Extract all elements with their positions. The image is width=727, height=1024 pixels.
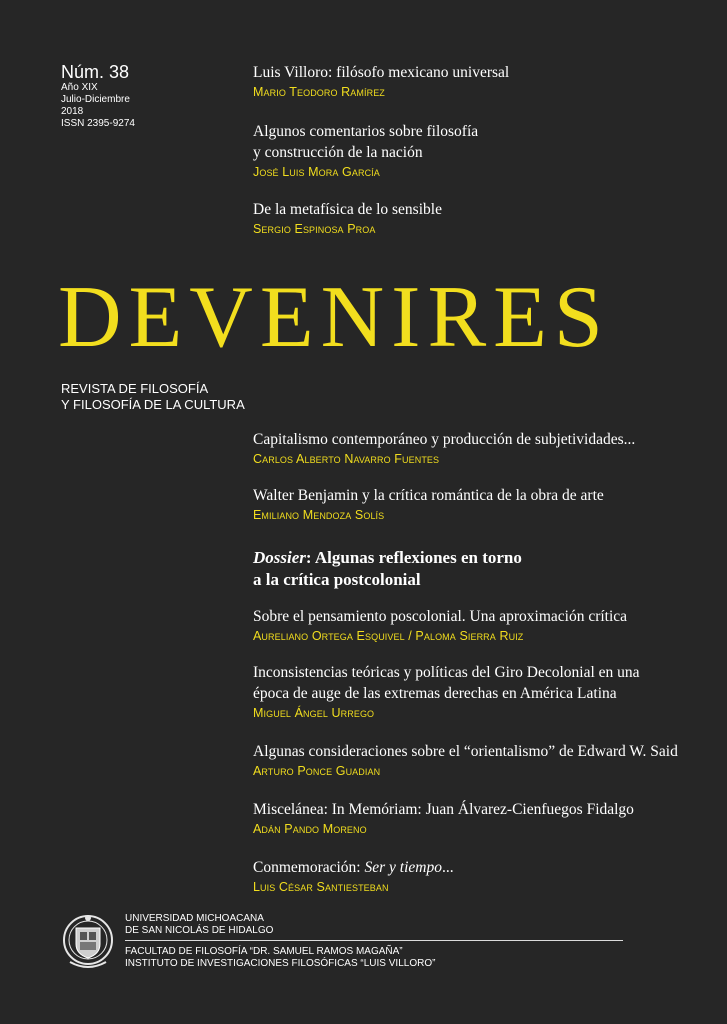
journal-subtitle-line: REVISTA DE FILOSOFÍA [61,381,209,396]
article-entry [253,857,693,896]
article-entry [253,662,693,722]
institute-name: INSTITUTO DE INVESTIGACIONES FILOSÓFICAS “LUIS VILLORO” [125,958,436,969]
article-author: Mario Teodoro Ramírez [253,85,385,99]
article-title: Capitalismo contemporáneo y producción de subjetividades... [253,431,636,448]
article-entry [253,485,693,524]
university-line: DE SAN NICOLÁS DE HIDALGO [125,925,274,936]
article-title: Miscelánea: In Memóriam: Juan Álvarez-Cienfuegos Fidalgo [253,801,634,818]
article-entry [253,121,693,181]
article-title-line: y construcción de la nación [253,144,423,161]
dossier-title-line: a la crítica postcolonial [253,570,421,589]
article-title [253,857,693,878]
article-title: Walter Benjamin y la crítica romántica de la obra de arte [253,487,604,504]
article-author: Sergio Espinosa Proa [253,222,376,236]
university-line: UNIVERSIDAD MICHOACANA [125,913,264,924]
article-entry [253,741,693,780]
dossier-heading [253,547,693,591]
university-name [125,913,273,937]
dossier-label: Dossier [253,548,306,567]
article-title: Luis Villoro: filósofo mexicano universal [253,64,510,81]
article-title-line: época de auge de las extremas derechas en América Latina [253,685,617,702]
faculty-name: FACULTAD DE FILOSOFÍA “DR. SAMUEL RAMOS MAGAÑA” [125,946,403,957]
article-author: José Luis Mora García [253,165,380,179]
issue-date: 2018 [61,106,84,117]
article-title: Algunas consideraciones sobre el “orientalismo” de Edward W. Said [253,743,678,760]
article-author: Aureliano Ortega Esquivel / Paloma Sierra Ruiz [253,629,524,643]
article-entry [253,429,693,468]
article-author: Arturo Ponce Guadian [253,764,381,778]
article-author: Emiliano Mendoza Solís [253,508,385,522]
footer-divider [125,940,623,941]
issue-number: Núm. 38 [61,62,130,82]
journal-subtitle-line: Y FILOSOFÍA DE LA CULTURA [61,397,245,412]
article-title-line: Algunos comentarios sobre filosofía [253,123,479,140]
article-title-part: Conmemoración: [253,859,365,876]
issue-info [61,62,211,130]
article-entry [253,199,693,238]
article-title: Sobre el pensamiento poscolonial. Una aproximación crítica [253,608,628,625]
issue-issn: ISSN 2395-9274 [61,118,135,129]
article-author: Miguel Ángel Urrego [253,706,375,720]
journal-title: DEVENIRES [58,269,610,366]
article-author: Adán Pando Moreno [253,822,367,836]
article-entry [253,606,693,645]
article-title: De la metafísica de lo sensible [253,201,442,218]
article-title-italic: Ser y tiempo [364,859,442,876]
issue-period: Julio-Diciembre [61,94,130,105]
article-title-line: Inconsistencias teóricas y políticas del Giro Decolonial en una [253,664,640,681]
issue-year: Año XIX [61,82,98,93]
journal-subtitle [61,381,245,413]
article-entry [253,799,693,838]
faculty-info [125,946,435,970]
university-seal-icon [62,912,114,972]
article-entry [253,62,693,101]
dossier-title-line: : Algunas reflexiones en torno [305,548,522,567]
article-author: Carlos Alberto Navarro Fuentes [253,452,440,466]
article-author: Luis César Santiesteban [253,880,389,894]
article-title-part: ... [441,859,454,876]
